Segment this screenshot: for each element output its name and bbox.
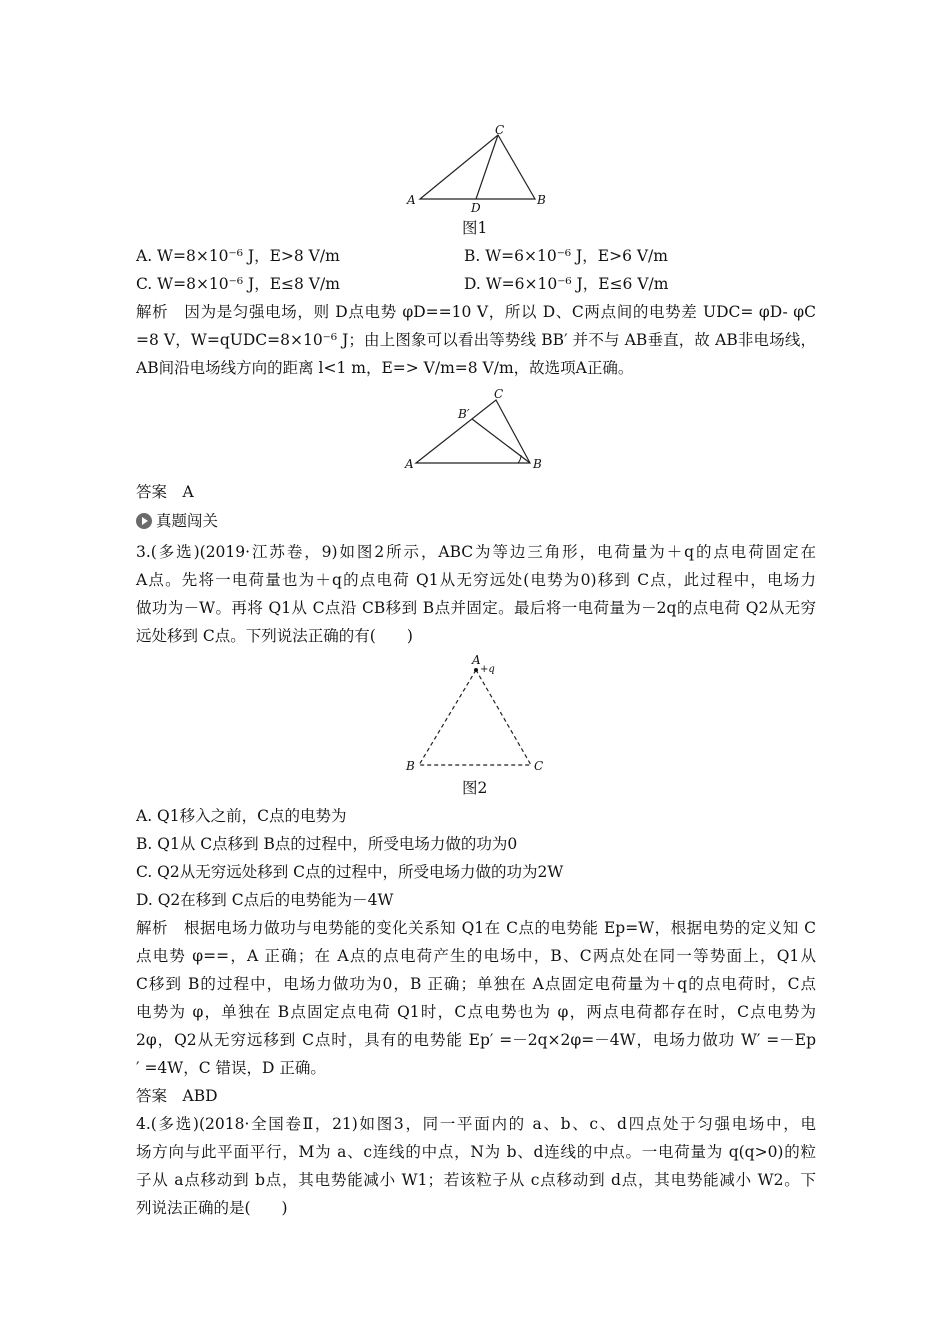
- fig2-label-a: A: [472, 654, 481, 667]
- fig1-label-a: A: [407, 193, 416, 207]
- fig2-label-c: C: [534, 759, 544, 773]
- q2-option-d: D. W=6×10⁻⁶ J，E≤6 V/m: [464, 275, 669, 293]
- q2-option-b: B. W=6×10⁻⁶ J，E>6 V/m: [464, 247, 668, 265]
- q4-stem-line-3: 子从 a点移动到 b点，其电势能减小 W1；若该粒子从 c点移动到 d点，其电势能减小 W2。下: [136, 1171, 816, 1189]
- q3-analysis-line-2: 点电势 φ==，A 正确；在 A点的点电荷产生的电场中，B、C两点处在同一等势面上，Q1从: [136, 947, 816, 965]
- section-header: [136, 511, 218, 531]
- fig2-label-q: +q: [480, 664, 495, 675]
- q3-analysis-line-5: 2φ，Q2从无穷远移到 C点时，具有的电势能 Ep′ =－2q×2φ=－4W，电场力做功 W′ =－Ep: [136, 1031, 816, 1049]
- figure-2-triangle: [400, 654, 560, 776]
- q4-stem-line-2: 场方向与此平面平行，M为 a、c连线的中点，N为 b、d连线的中点。一电荷量为 q(q>0)的粒: [136, 1143, 816, 1161]
- q2-analysis-line-2: =8 V，W=qUDC=8×10⁻⁶ J；由上图象可以看出等势线 BB′ 并不与 AB垂直，故 AB非电场线，: [136, 331, 816, 349]
- figure-analysis-triangle: [400, 386, 560, 474]
- q3-analysis-line-3: C移到 B的过程中，电场力做功为0，B 正确；单独在 A点固定电荷量为＋q的点电荷时，C点: [136, 975, 816, 993]
- q4-stem-line-4: 列说法正确的是( ): [136, 1199, 288, 1217]
- q3-analysis-line-6: ′ =4W，C 错误，D 正确。: [136, 1059, 326, 1077]
- play-icon: [136, 513, 152, 529]
- q3-answer: 答案 ABD: [136, 1087, 218, 1105]
- q2-option-a: A. W=8×10⁻⁶ J，E>8 V/m: [136, 247, 340, 265]
- figure-2-caption: 图2: [462, 779, 488, 797]
- analysis-fig-label-a: A: [405, 457, 414, 471]
- q3-stem-line-4: 远处移到 C点。下列说法正确的有( ): [136, 627, 413, 645]
- q3-analysis-line-4: 电势为 φ，单独在 B点固定点电荷 Q1时，C点电势也为 φ，两点电荷都存在时，C点电势为: [136, 1003, 816, 1021]
- analysis-fig-label-bp: B′: [458, 407, 470, 421]
- q2-analysis-line-1: 解析 因为是匀强电场，则 D点电势 φD==10 V，所以 D、C两点间的电势差 UDC= φD- φC: [136, 303, 816, 321]
- q2-answer: 答案 A: [136, 483, 194, 501]
- q3-stem-line-2: A点。先将一电荷量也为＋q的点电荷 Q1从无穷远处(电势为0)移到 C点，此过程中，电场力: [136, 571, 816, 589]
- figure-1-caption: 图1: [462, 219, 488, 237]
- q2-option-c: C. W=8×10⁻⁶ J，E≤8 V/m: [136, 275, 340, 293]
- section-title: 真题闯关: [156, 512, 219, 530]
- fig1-label-c: C: [495, 123, 505, 137]
- q3-stem-line-3: 做功为－W。再将 Q1从 C点沿 CB移到 B点并固定。最后将一电荷量为－2q的点电荷 Q2从无穷: [136, 599, 816, 617]
- analysis-fig-label-b: B: [533, 457, 542, 471]
- figure-1-triangle: [400, 122, 560, 214]
- q3-analysis-line-1: 解析 根据电场力做功与电势能的变化关系知 Q1在 C点的电势能 Ep=W，根据电势的定义知 C: [136, 919, 816, 937]
- fig1-label-b: B: [537, 193, 546, 207]
- fig1-label-d: D: [471, 201, 481, 214]
- q3-option-b: B. Q1从 C点移到 B点的过程中，所受电场力做的功为0: [136, 835, 518, 853]
- q3-option-c: C. Q2从无穷远处移到 C点的过程中，所受电场力做的功为2W: [136, 863, 564, 881]
- q3-option-d: D. Q2在移到 C点后的电势能为－4W: [136, 891, 394, 909]
- q3-stem-line-1: 3.(多选)(2019·江苏卷，9)如图2所示，ABC为等边三角形，电荷量为＋q的点电荷固定在: [136, 543, 816, 561]
- q2-analysis-line-3: AB间沿电场线方向的距离 l<1 m，E=> V/m=8 V/m，故选项A正确。: [136, 359, 634, 377]
- q3-option-a: A. Q1移入之前，C点的电势为: [136, 807, 347, 825]
- q4-stem-line-1: 4.(多选)(2018·全国卷Ⅱ，21)如图3，同一平面内的 a、b、c、d四点处于匀强电场中，电: [136, 1115, 816, 1133]
- fig2-label-b: B: [406, 759, 415, 773]
- analysis-fig-label-c: C: [494, 387, 504, 401]
